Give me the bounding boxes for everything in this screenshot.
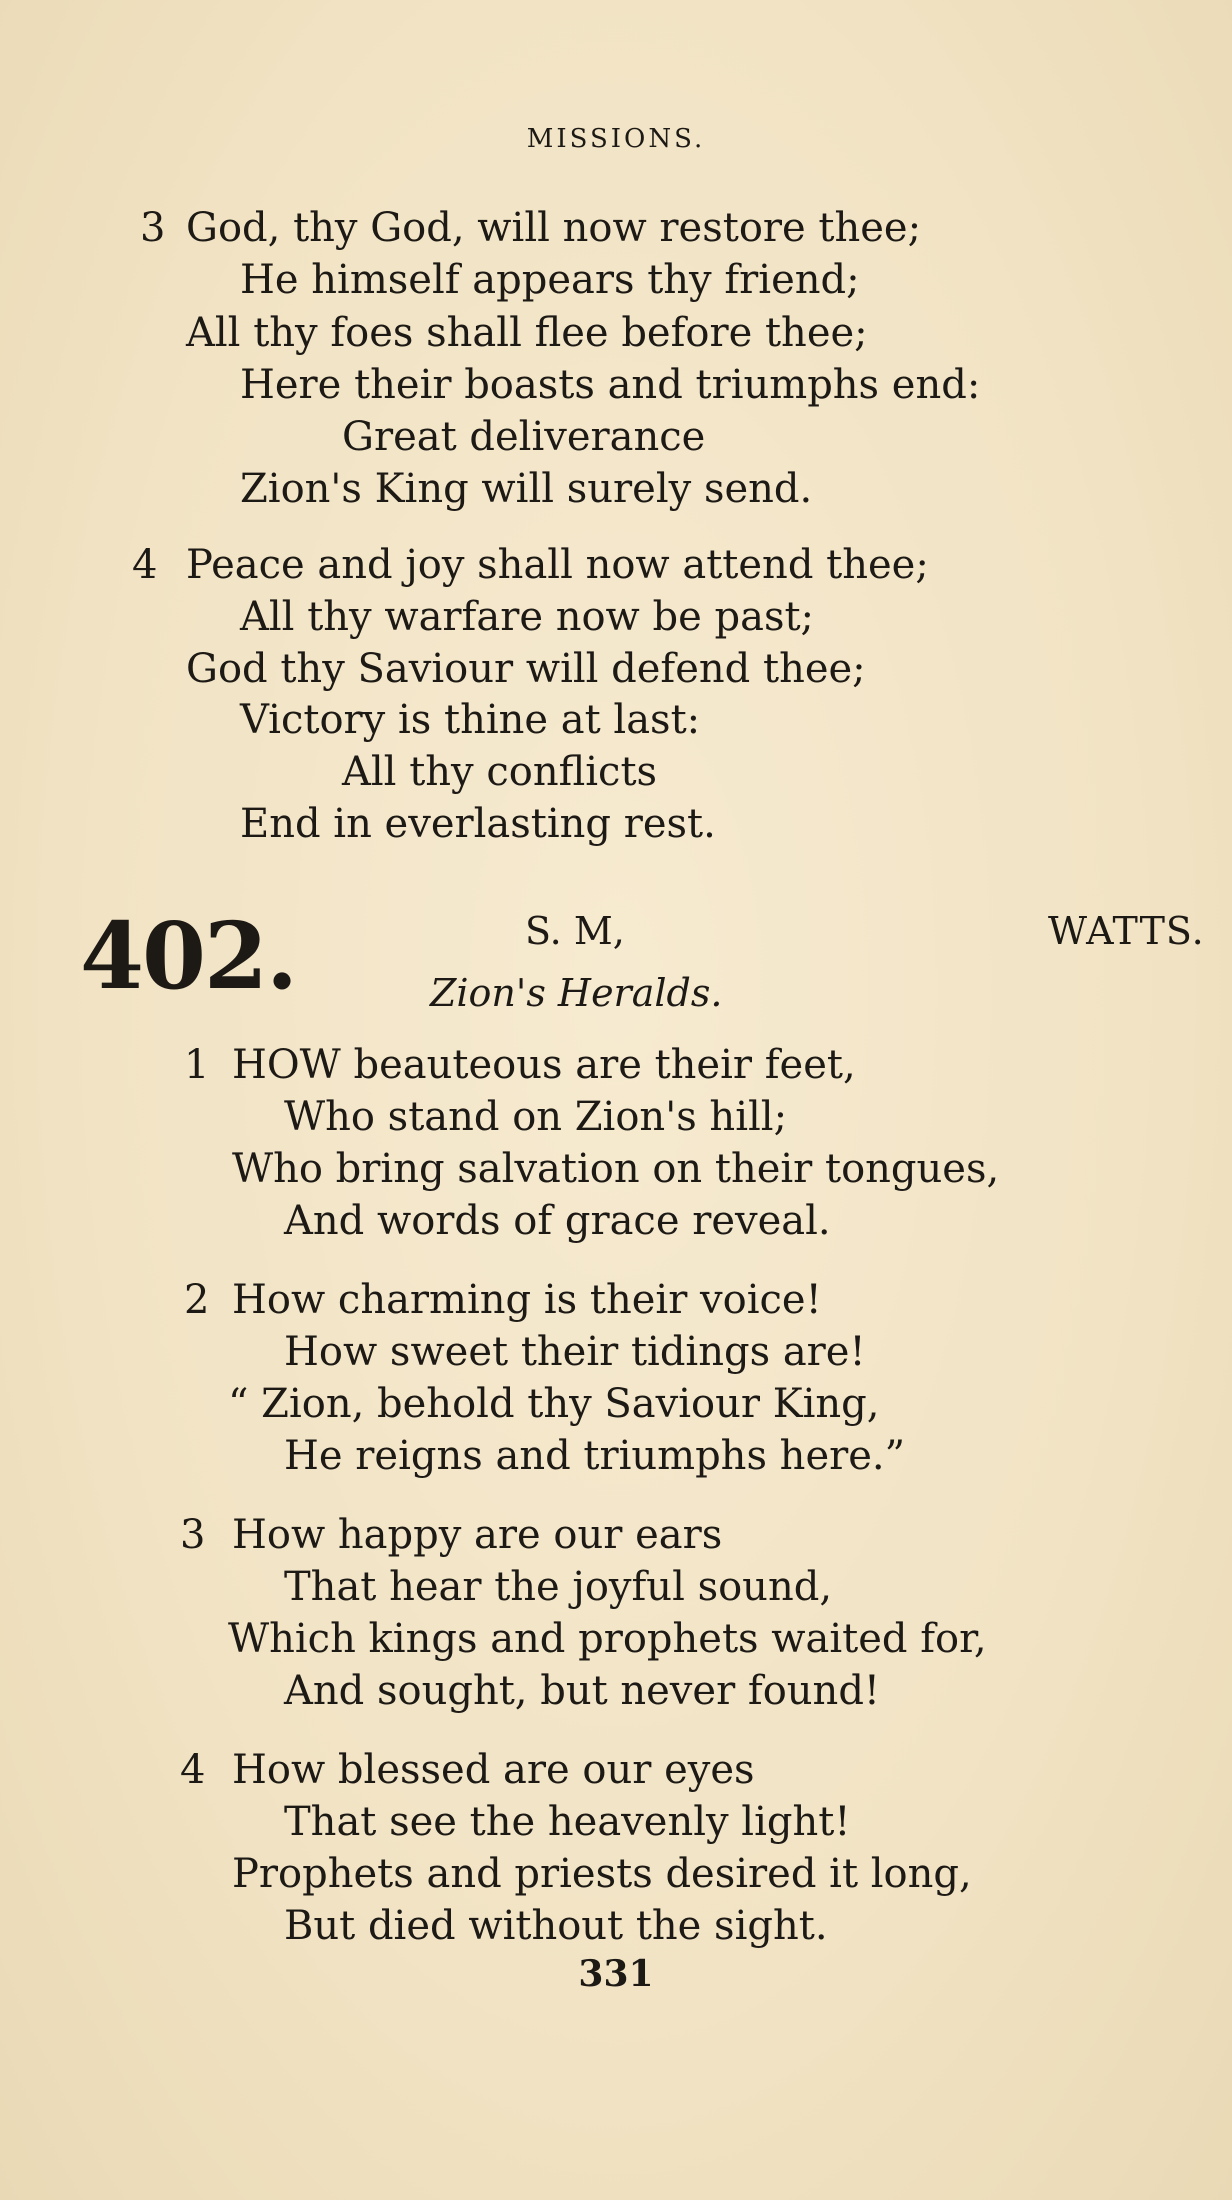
verse-line: HOW beauteous are their feet, bbox=[232, 1042, 856, 1088]
running-head: MISSIONS. bbox=[526, 124, 706, 154]
hymn-author: WATTS. bbox=[1048, 909, 1205, 953]
verse-line: Prophets and priests desired it long, bbox=[232, 1851, 972, 1897]
verse-line: God thy Saviour will defend thee; bbox=[186, 646, 866, 692]
verse-line: He reigns and triumphs here.” bbox=[284, 1433, 906, 1479]
verse-line: All thy foes shall flee before thee; bbox=[186, 310, 868, 356]
stanza-number: 1 bbox=[184, 1042, 210, 1088]
verse-line: Here their boasts and triumphs end: bbox=[240, 362, 981, 408]
verse-line: How sweet their tidings are! bbox=[284, 1329, 866, 1375]
verse-line: Who stand on Zion's hill; bbox=[284, 1094, 788, 1140]
verse-line: Peace and joy shall now attend thee; bbox=[186, 542, 929, 588]
page-number: 331 bbox=[578, 1953, 654, 1995]
verse-line: How blessed are our eyes bbox=[232, 1747, 755, 1793]
verse-line: “ Zion, behold thy Saviour King, bbox=[228, 1381, 880, 1427]
stanza-number: 3 bbox=[140, 205, 166, 251]
hymn-meter: S. M, bbox=[525, 909, 625, 953]
verse-line: Great deliverance bbox=[342, 414, 706, 460]
stanza-number: 2 bbox=[184, 1277, 210, 1323]
stanza-number: 3 bbox=[180, 1512, 206, 1558]
verse-line: He himself appears thy friend; bbox=[240, 257, 860, 303]
verse-line: But died without the sight. bbox=[284, 1903, 828, 1949]
verse-line: Who bring salvation on their tongues, bbox=[232, 1146, 1000, 1192]
verse-line: Zion's King will surely send. bbox=[240, 466, 813, 512]
verse-line: Which kings and prophets waited for, bbox=[228, 1616, 987, 1662]
stanza-number: 4 bbox=[132, 542, 158, 588]
verse-line: All thy warfare now be past; bbox=[240, 594, 815, 640]
verse-line: God, thy God, will now restore thee; bbox=[186, 205, 922, 251]
verse-line: How happy are our ears bbox=[232, 1512, 723, 1558]
verse-line: That hear the joyful sound, bbox=[284, 1564, 833, 1610]
verse-line: That see the heavenly light! bbox=[284, 1799, 851, 1845]
hymn-number: 402. bbox=[80, 902, 297, 1010]
verse-line: And words of grace reveal. bbox=[284, 1198, 831, 1244]
verse-line: How charming is their voice! bbox=[232, 1277, 822, 1323]
verse-line: And sought, but never found! bbox=[284, 1668, 880, 1714]
verse-line: Victory is thine at last: bbox=[240, 697, 701, 743]
hymn-title: Zion's Heralds. bbox=[430, 971, 723, 1015]
stanza-number: 4 bbox=[180, 1747, 206, 1793]
verse-line: All thy conflicts bbox=[342, 749, 658, 795]
verse-line: End in everlasting rest. bbox=[240, 801, 716, 847]
